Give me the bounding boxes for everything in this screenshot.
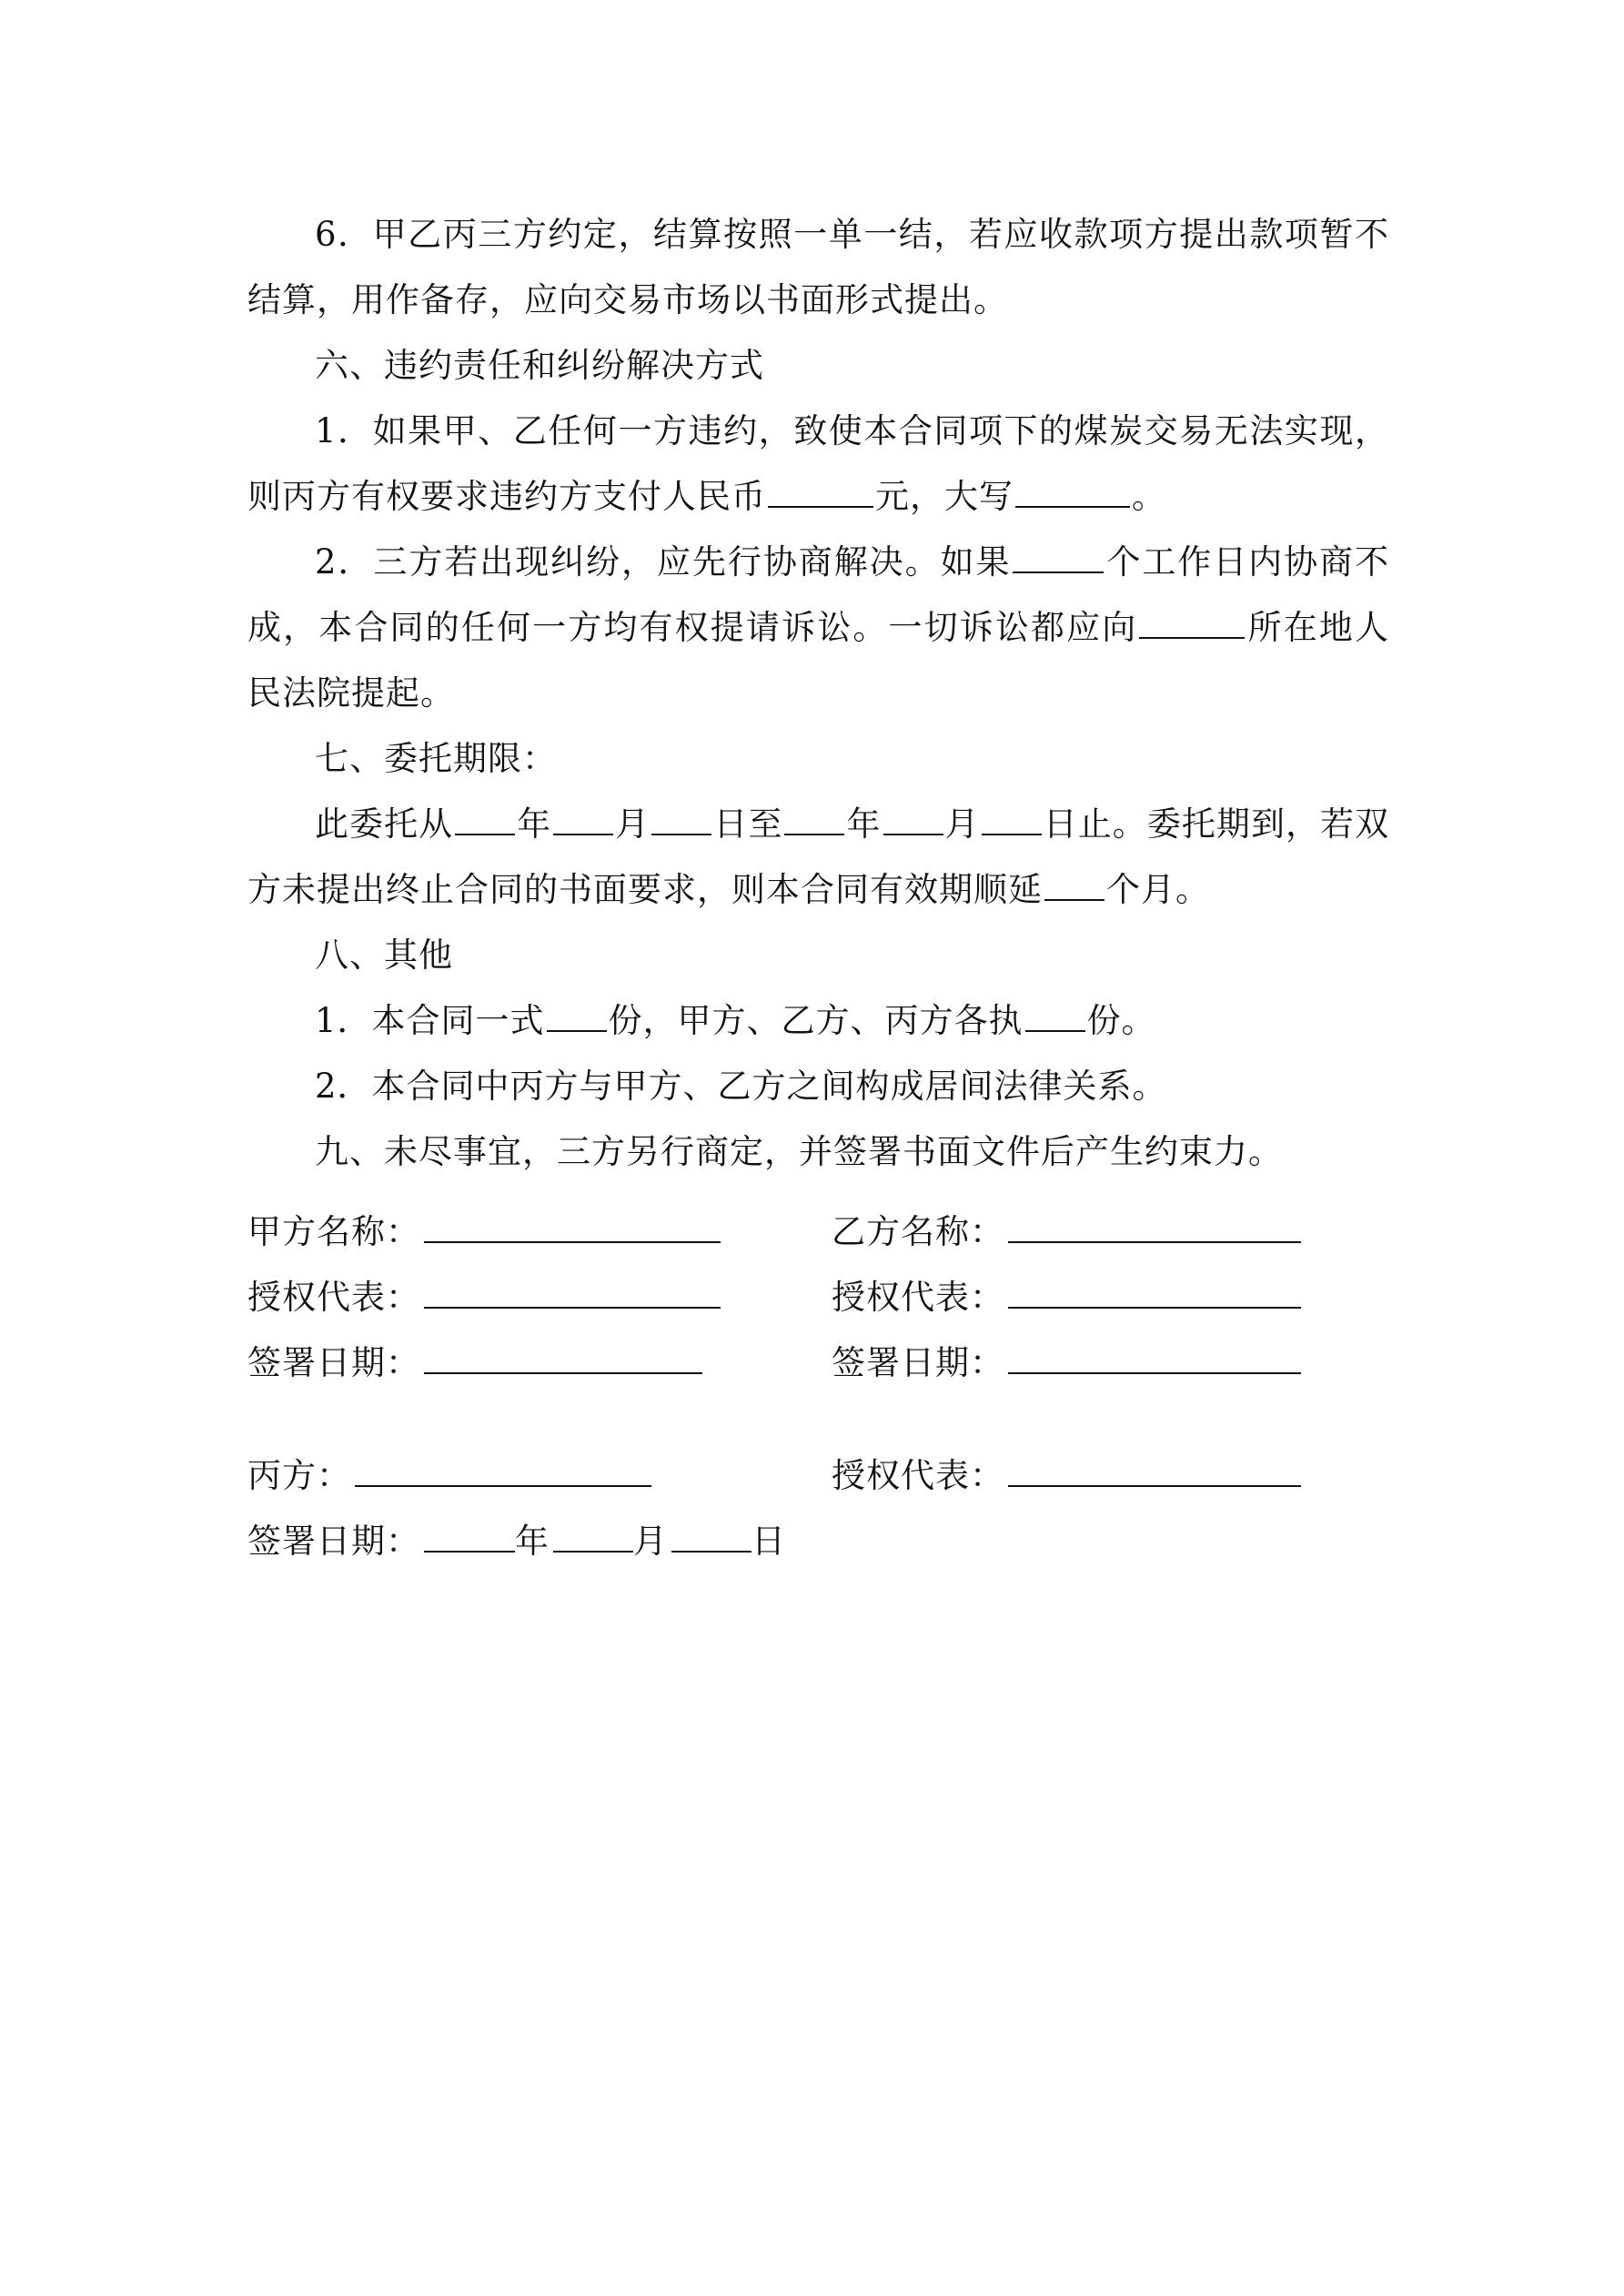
clause-6-1-end: 。 [1132, 477, 1166, 516]
party-c-year-line[interactable] [424, 1516, 515, 1553]
party-b-name-label: 乙方名称： [832, 1212, 1004, 1251]
copies-total-blank[interactable] [547, 997, 607, 1032]
term-months: 个月。 [1106, 870, 1210, 909]
party-c-rep-label: 授权代表： [832, 1456, 1004, 1495]
court-location-blank[interactable] [1139, 604, 1245, 639]
start-day-blank[interactable] [651, 801, 711, 835]
party-a-rep-label: 授权代表： [247, 1278, 420, 1317]
party-a-date-label: 签署日期： [247, 1343, 420, 1382]
party-c-day-label: 日 [751, 1522, 786, 1561]
section-8-title: 八、其他 [315, 936, 453, 975]
section-9: 九、未尽事宜，三方另行商定，并签署书面文件后产生约束力。 [315, 1132, 1283, 1171]
party-b-name-line[interactable] [1008, 1207, 1301, 1243]
start-year-blank[interactable] [455, 801, 515, 835]
term-year: 年 [517, 804, 552, 844]
term-month: 月 [615, 804, 651, 844]
clause-6-1-pre: 1．如果甲、乙任何一方违约，致使本合同项下的煤炭交易无法实现，则丙方有权要求违约方支付人民币 [247, 411, 1389, 516]
term-day-end: 日止。委托期到，若双方未提出终止合同的书面要求，则本合同有效期顺延 [247, 804, 1390, 909]
signature-row-reps [247, 1265, 1389, 1330]
party-a-name-line[interactable] [424, 1207, 721, 1243]
clause-6-1-mid: 元，大写 [875, 477, 1014, 516]
signature-block-ab [247, 1199, 1389, 1396]
party-a-date-line[interactable] [424, 1338, 702, 1374]
extension-months-blank[interactable] [1044, 866, 1105, 901]
party-c-day-line[interactable] [671, 1516, 751, 1553]
party-c-label: 丙方： [247, 1456, 351, 1495]
clause-8-1-mid: 份，甲方、乙方、丙方各执 [608, 1001, 1024, 1040]
clause-6-2 [247, 530, 1389, 726]
party-a-rep-field [247, 1265, 721, 1330]
party-b-rep-line[interactable] [1008, 1272, 1301, 1309]
party-c-field [247, 1443, 651, 1509]
clause-8-1-end: 份。 [1086, 1001, 1156, 1040]
section-7-title: 七、委托期限： [315, 739, 557, 778]
party-b-date-label: 签署日期： [832, 1343, 1004, 1382]
party-c-rep-line[interactable] [1008, 1451, 1301, 1487]
signature-block-c [247, 1443, 1389, 1574]
amount-in-words-blank[interactable] [1015, 473, 1130, 508]
copies-each-blank[interactable] [1025, 997, 1085, 1032]
clause-8-1-pre: 1．本合同一式 [315, 1001, 545, 1040]
term-year-2: 年 [846, 804, 882, 844]
end-day-blank[interactable] [982, 801, 1042, 835]
party-a-name-field [247, 1199, 721, 1265]
end-year-blank[interactable] [784, 801, 844, 835]
party-a-date-field [247, 1330, 702, 1396]
amount-blank[interactable] [768, 473, 873, 508]
signature-row-party-c [247, 1443, 1389, 1509]
party-c-date-label: 签署日期： [247, 1522, 420, 1561]
party-c-line[interactable] [355, 1451, 651, 1487]
clause-8-2: 2．本合同中丙方与甲方、乙方之间构成居间法律关系。 [315, 1067, 1167, 1106]
party-c-month-line[interactable] [553, 1516, 633, 1553]
clause-6-settlement: 6．甲乙丙三方约定，结算按照一单一结，若应收款项方提出款项暂不结算，用作备存，应向交易市场以书面形式提出。 [247, 215, 1389, 319]
term-day-to: 日至 [713, 804, 783, 844]
party-c-rep-field [832, 1443, 1301, 1509]
signature-row-dates [247, 1330, 1389, 1396]
party-b-date-field [832, 1330, 1301, 1396]
signature-row-names [247, 1199, 1389, 1265]
party-b-rep-label: 授权代表： [832, 1278, 1004, 1317]
section-6-title: 六、违约责任和纠纷解决方式 [315, 346, 764, 385]
signature-row-party-c-date [247, 1509, 1389, 1574]
clause-8-1 [247, 988, 1389, 1054]
clause-7-term [247, 792, 1389, 923]
clause-6-1 [247, 399, 1389, 530]
term-from: 此委托从 [315, 804, 454, 844]
party-b-rep-field [832, 1265, 1301, 1330]
party-a-rep-line[interactable] [424, 1272, 721, 1309]
party-a-name-label: 甲方名称： [247, 1212, 420, 1251]
contract-body [247, 202, 1389, 1185]
clause-6-2-end: 所在地人民法院提起。 [247, 608, 1390, 713]
working-days-blank[interactable] [1013, 539, 1104, 573]
clause-6-2-pre: 2．三方若出现纠纷，应先行协商解决。如果 [315, 542, 1012, 582]
party-c-year-label: 年 [515, 1522, 550, 1561]
party-c-date-field [247, 1509, 786, 1574]
clause-6-2-mid: 个工作日内协商不成，本合同的任何一方均有权提请诉讼。一切诉讼都应向 [247, 542, 1389, 647]
party-b-date-line[interactable] [1008, 1338, 1301, 1374]
party-c-month-label: 月 [633, 1522, 668, 1561]
start-month-blank[interactable] [553, 801, 613, 835]
term-month-2: 月 [944, 804, 980, 844]
end-month-blank[interactable] [883, 801, 943, 835]
party-b-name-field [832, 1199, 1301, 1265]
